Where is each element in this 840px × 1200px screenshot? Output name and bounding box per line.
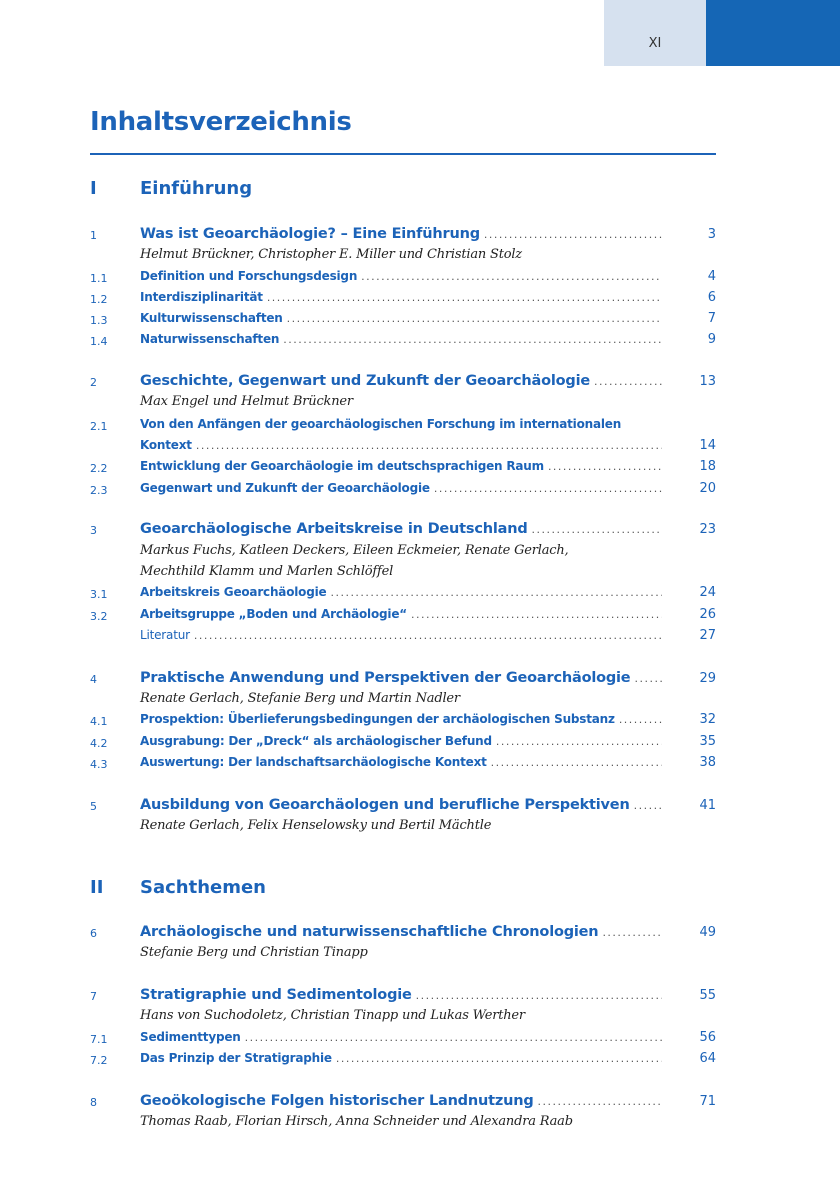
page-ref: 18 [699, 459, 716, 474]
section-title: Entwicklung der Geoarchäologie im deutschsprachigen Raum [140, 459, 544, 473]
chapter-authors: Max Engel und Helmut Brückner [140, 394, 353, 409]
page-ref: 41 [699, 798, 716, 813]
toc-section-1-1[interactable] [90, 269, 716, 290]
chapter-number: 5 [90, 800, 97, 813]
section-title: Arbeitsgruppe „Boden und Archäologie“ [140, 607, 407, 621]
section-number: 1.4 [90, 335, 108, 348]
toc-section-7-1[interactable] [90, 1030, 716, 1051]
leader-dots [532, 523, 662, 536]
section-title: Ausgrabung: Der „Dreck“ als archäologischer Befund [140, 734, 492, 748]
chapter-authors: Helmut Brückner, Christopher E. Miller und Christian Stolz [140, 247, 522, 262]
section-title: Prospektion: Überlieferungsbedingungen der archäologischen Substanz [140, 712, 615, 726]
section-title: Definition und Forschungsdesign [140, 269, 358, 283]
section-title: Das Prinzip der Stratigraphie [140, 1051, 332, 1065]
toc-section-4-2[interactable] [90, 734, 716, 755]
section-title: Sedimenttypen [140, 1030, 241, 1044]
chapter-authors: Stefanie Berg und Christian Tinapp [140, 945, 368, 960]
leader-dots [434, 482, 662, 495]
section-number: 1.2 [90, 293, 108, 306]
section-number: 2.2 [90, 462, 108, 475]
page-ref: 23 [699, 522, 716, 537]
header-band-light [604, 0, 706, 66]
section-title: Kulturwissenschaften [140, 311, 283, 325]
toc-section-2-1-cont[interactable] [90, 438, 716, 459]
page-ref: 56 [699, 1030, 716, 1045]
chapter-title: Archäologische und naturwissenschaftliche Chronologien [140, 924, 599, 940]
page-ref: 7 [707, 311, 716, 326]
section-number: 2.3 [90, 484, 108, 497]
section-number: 3.2 [90, 610, 108, 623]
leader-dots [602, 926, 662, 939]
toc-chapter-5[interactable] [90, 797, 716, 818]
chapter-number: 4 [90, 673, 97, 686]
chapter-title: Geoökologische Folgen historischer Landnutzung [140, 1093, 534, 1109]
chapter-title: Was ist Geoarchäologie? – Eine Einführung [140, 226, 480, 242]
page-ref: 35 [699, 734, 716, 749]
toc-chapter-7[interactable] [90, 987, 716, 1008]
leader-dots [496, 735, 662, 748]
section-title: Literatur [140, 628, 190, 642]
page-ref: 71 [699, 1094, 716, 1109]
leader-dots [538, 1095, 662, 1108]
section-number: 4.3 [90, 758, 108, 771]
page-ref: 64 [699, 1051, 716, 1066]
section-title: Von den Anfängen der geoarchäologischen Forschung im internationalen [140, 417, 622, 431]
toc-section-1-3[interactable] [90, 311, 716, 332]
section-number: 1.3 [90, 314, 108, 327]
chapter-number: 6 [90, 927, 97, 940]
toc-chapter-1[interactable] [90, 226, 716, 247]
toc-section-3-2[interactable] [90, 607, 716, 628]
section-title-continued: Kontext [140, 438, 192, 452]
leader-dots [416, 989, 662, 1002]
part-heading [90, 877, 716, 903]
chapter-authors: Renate Gerlach, Stefanie Berg und Martin Nadler [140, 691, 460, 706]
toc-section-2-1[interactable] [90, 417, 716, 438]
chapter-title: Geoarchäologische Arbeitskreise in Deutschland [140, 521, 528, 537]
section-title: Auswertung: Der landschaftsarchäologische Kontext [140, 755, 487, 769]
toc-chapter-2[interactable] [90, 373, 716, 394]
chapter-authors: Markus Fuchs, Katleen Deckers, Eileen Eckmeier, Renate Gerlach, [140, 543, 569, 558]
toc-literature[interactable] [90, 628, 716, 649]
page-ref: 24 [699, 585, 716, 600]
page-ref: 3 [707, 227, 716, 242]
page-ref: 26 [699, 607, 716, 622]
toc-chapter-4[interactable] [90, 670, 716, 691]
leader-dots [594, 375, 662, 388]
page-ref: 13 [699, 374, 716, 389]
part-title: Sachthemen [140, 877, 266, 898]
leader-dots [548, 460, 662, 473]
part-heading [90, 178, 716, 204]
leader-dots [283, 333, 662, 346]
part-number: I [90, 178, 97, 199]
chapter-authors: Hans von Suchodoletz, Christian Tinapp und Lukas Werther [140, 1008, 525, 1023]
chapter-authors: Mechthild Klamm und Marlen Schlöffel [140, 564, 394, 579]
leader-dots [245, 1031, 662, 1044]
page-number: XI [648, 36, 662, 51]
page-ref: 4 [707, 269, 716, 284]
toc-chapter-3[interactable] [90, 521, 716, 542]
chapter-number: 1 [90, 229, 97, 242]
section-title: Naturwissenschaften [140, 332, 280, 346]
chapter-authors: Thomas Raab, Florian Hirsch, Anna Schneider und Alexandra Raab [140, 1114, 573, 1129]
page-ref: 32 [699, 712, 716, 727]
chapter-title: Geschichte, Gegenwart und Zukunft der Geoarchäologie [140, 373, 590, 389]
toc-chapter-6[interactable] [90, 924, 716, 945]
page-ref: 20 [699, 481, 716, 496]
leader-dots [634, 672, 662, 685]
leader-dots [336, 1052, 662, 1065]
chapter-number: 8 [90, 1096, 97, 1109]
leader-dots [634, 799, 662, 812]
leader-dots [287, 312, 662, 325]
page-ref: 55 [699, 988, 716, 1003]
chapter-authors: Renate Gerlach, Felix Henselowsky und Bertil Mächtle [140, 818, 492, 833]
page-ref: 38 [699, 755, 716, 770]
leader-dots [411, 608, 662, 621]
section-title: Gegenwart und Zukunft der Geoarchäologie [140, 481, 430, 495]
chapter-title: Praktische Anwendung und Perspektiven der Geoarchäologie [140, 670, 631, 686]
chapter-title: Ausbildung von Geoarchäologen und berufliche Perspektiven [140, 797, 630, 813]
toc-chapter-8[interactable] [90, 1093, 716, 1114]
leader-dots [267, 291, 662, 304]
page-ref: 27 [699, 628, 716, 643]
chapter-title: Stratigraphie und Sedimentologie [140, 987, 412, 1003]
page-title: Inhaltsverzeichnis [90, 107, 352, 137]
toc-section-4-3[interactable] [90, 755, 716, 776]
section-number: 3.1 [90, 588, 108, 601]
section-title: Arbeitskreis Geoarchäologie [140, 585, 327, 599]
toc-section-2-2[interactable] [90, 459, 716, 480]
leader-dots [196, 439, 662, 452]
section-number: 7.2 [90, 1054, 108, 1067]
toc-section-2-3[interactable] [90, 481, 716, 502]
section-number: 1.1 [90, 272, 108, 285]
leader-dots [330, 586, 662, 599]
toc-section-3-1[interactable] [90, 585, 716, 606]
leader-dots [194, 629, 662, 642]
leader-dots [484, 228, 662, 241]
page-ref: 49 [699, 925, 716, 940]
leader-dots [619, 713, 662, 726]
section-number: 7.1 [90, 1033, 108, 1046]
chapter-number: 3 [90, 524, 97, 537]
leader-dots [491, 756, 662, 769]
chapter-number: 7 [90, 990, 97, 1003]
toc-section-1-4[interactable] [90, 332, 716, 353]
page-ref: 29 [699, 671, 716, 686]
chapter-number: 2 [90, 376, 97, 389]
title-rule [90, 153, 716, 155]
page-ref: 9 [707, 332, 716, 347]
header-band-dark [706, 0, 840, 66]
page-ref: 14 [699, 438, 716, 453]
page-ref: 6 [707, 290, 716, 305]
section-number: 4.2 [90, 737, 108, 750]
toc-section-7-2[interactable] [90, 1051, 716, 1072]
part-title: Einführung [140, 178, 253, 199]
section-number: 2.1 [90, 420, 108, 433]
leader-dots [361, 270, 662, 283]
section-number: 4.1 [90, 715, 108, 728]
toc-section-4-1[interactable] [90, 712, 716, 733]
toc-section-1-2[interactable] [90, 290, 716, 311]
part-number: II [90, 877, 104, 898]
section-title: Interdisziplinarität [140, 290, 263, 304]
